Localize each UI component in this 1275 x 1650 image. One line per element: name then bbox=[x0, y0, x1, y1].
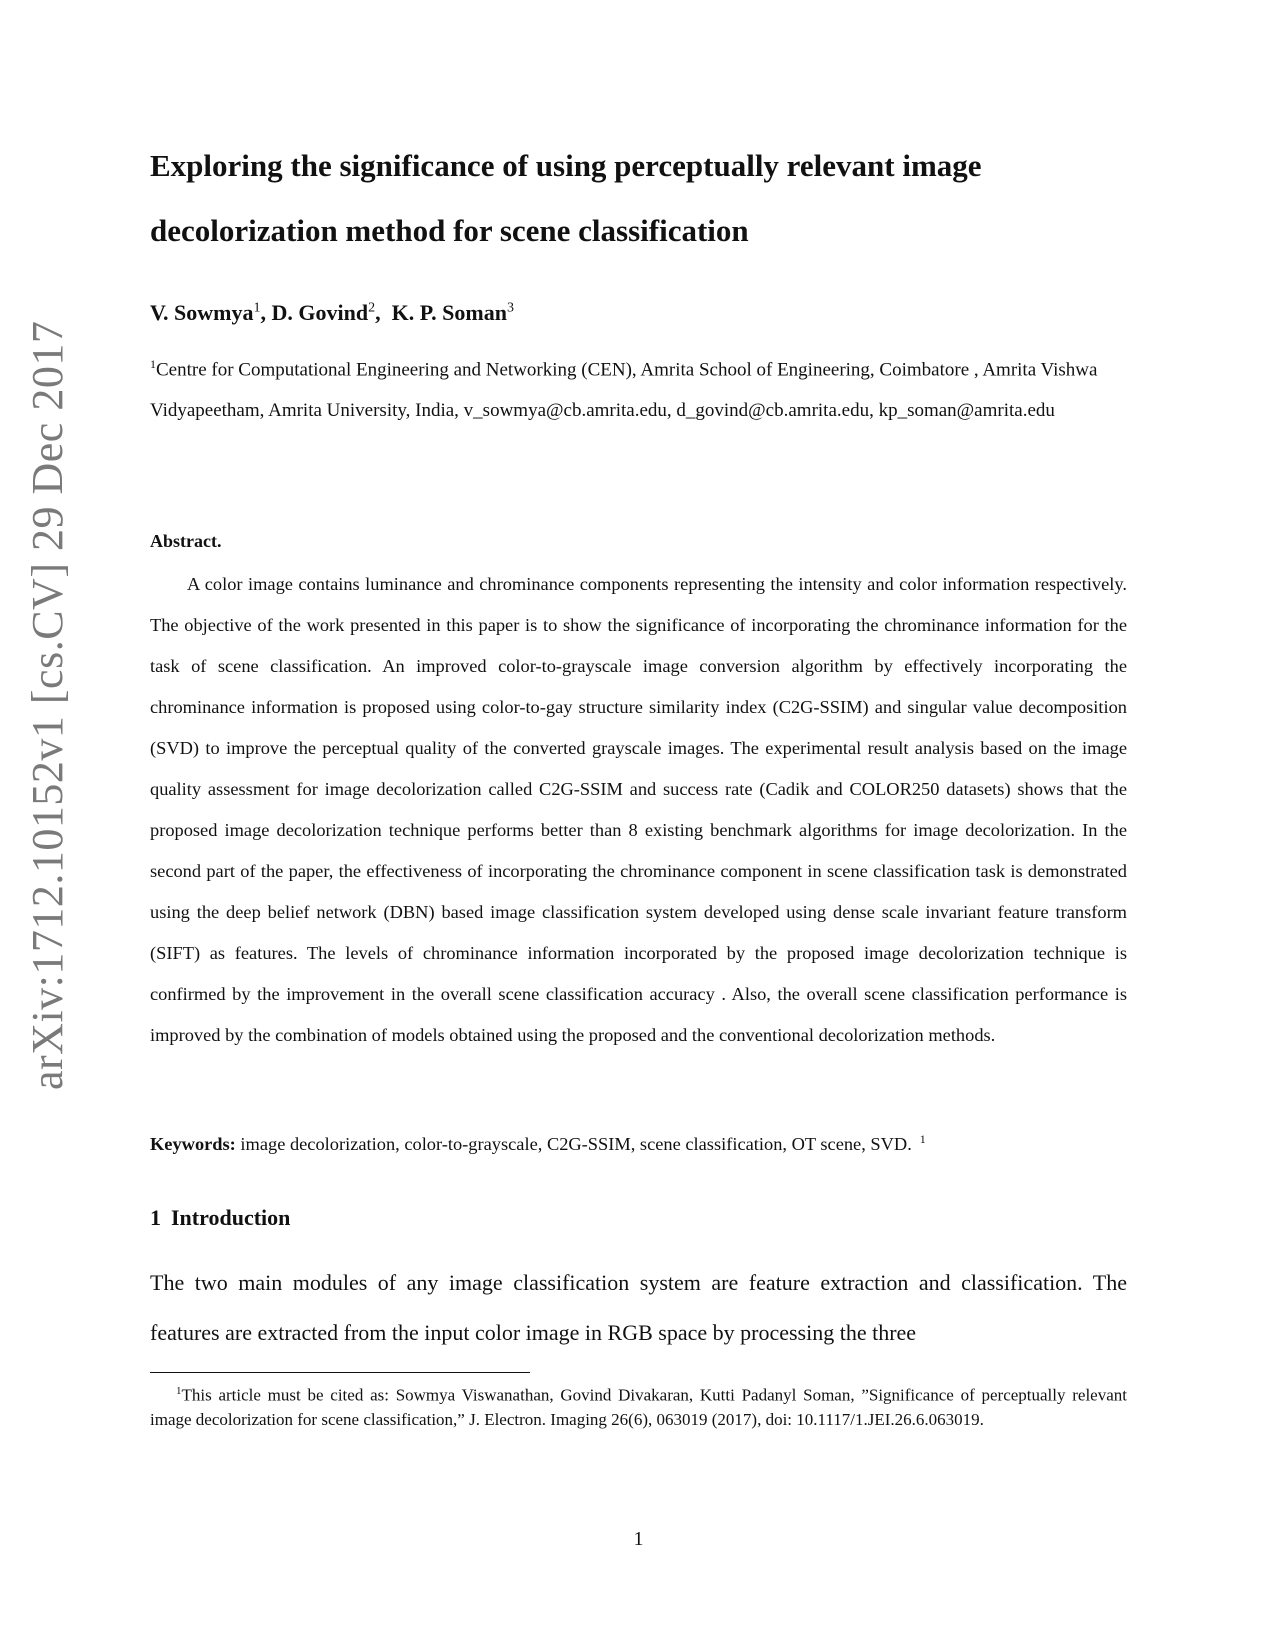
section-title: Introduction bbox=[171, 1205, 291, 1230]
author-affiliation-mark: 2 bbox=[368, 300, 376, 316]
keywords-label: Keywords: bbox=[150, 1134, 236, 1155]
page-number: 1 bbox=[633, 1528, 644, 1550]
footnote-divider bbox=[150, 1372, 530, 1373]
keywords-text: image decolorization, color-to-grayscale, C2G-SSIM, scene classification, OT scene, SVD. bbox=[240, 1134, 912, 1155]
section-number: 1 bbox=[150, 1205, 161, 1230]
author-name: D. Govind bbox=[271, 300, 369, 325]
author-name: V. Sowmya bbox=[150, 300, 254, 325]
footnote-marker: 1 bbox=[919, 1132, 926, 1146]
abstract-heading: Abstract. bbox=[150, 531, 222, 551]
introduction-text: The two main modules of any image classification system are feature extraction and classification. The features are extracted from the input color image in RGB space by processing the three bbox=[150, 1270, 1127, 1345]
keywords bbox=[150, 1125, 1127, 1158]
section-heading bbox=[150, 1205, 290, 1231]
footnote-mark: 1 bbox=[176, 1385, 182, 1397]
footnote bbox=[150, 1379, 1127, 1432]
arxiv-identifier: arXiv:1712.10152v1 [cs.CV] 29 Dec 2017 bbox=[23, 320, 72, 1090]
affiliation-mark: 1 bbox=[150, 357, 156, 371]
abstract-text: A color image contains luminance and chrominance components representing the intensity and color information respectively. The objective of the work presented in this paper is to show the significance of incorporating the chrominance information for the task of scene classification. An improved color-to-grayscale image conversion algorithm by effectively incorporating the chrominance information is proposed using color-to-gay structure similarity index (C2G-SSIM) and singular value decomposition (SVD) to improve the perceptual quality of the converted grayscale images. The experimental result analysis based on the image quality assessment for image decolorization called C2G-SSIM and success rate (Cadik and COLOR250 datasets) shows that the proposed image decolorization technique performs better than 8 existing benchmark algorithms for image decolorization. In the second part of the paper, the effectiveness of incorporating the chrominance component in scene classification task is demonstrated using the deep belief network (DBN) based image classification system developed using dense scale invariant feature transform (SIFT) as features. The levels of chrominance information incorporated by the proposed image decolorization technique is confirmed by the improvement in the overall scene classification accuracy . Also, the overall scene classification performance is improved by the combination of models obtained using the proposed and the conventional decolorization methods. bbox=[150, 574, 1127, 1045]
author-name: K. P. Soman bbox=[391, 300, 507, 325]
author-list: V. Sowmya$^1$, D. Govind$^2$, K. P. Soman$^3$ bbox=[150, 300, 514, 325]
paper-title: Exploring the significance of using perceptually relevant image decolorization method for scene classification bbox=[150, 148, 982, 248]
footnote-text: This article must be cited as: Sowmya Viswanathan, Govind Divakaran, Kutti Padanyl Soman, ”Significance of perceptually relevant image decolorization for scene classification,” J. Electron. Imaging 26(6), 063019 (2017), doi: 10.1117/1.JEI.26.6.063019. bbox=[150, 1385, 1127, 1429]
affiliation-text: Centre for Computational Engineering and Networking (CEN), Amrita School of Engineering, Coimbatore , Amrita Vishwa Vidyapeetham, Amrita University, India, v_sowmya@cb.amrita.edu, d_govind@cb.amrita.edu, kp_soman@amrita.edu bbox=[150, 359, 1098, 422]
author-affiliation-mark: 1 bbox=[253, 300, 261, 316]
affiliation bbox=[150, 344, 1127, 431]
author-affiliation-mark: 3 bbox=[506, 300, 514, 316]
